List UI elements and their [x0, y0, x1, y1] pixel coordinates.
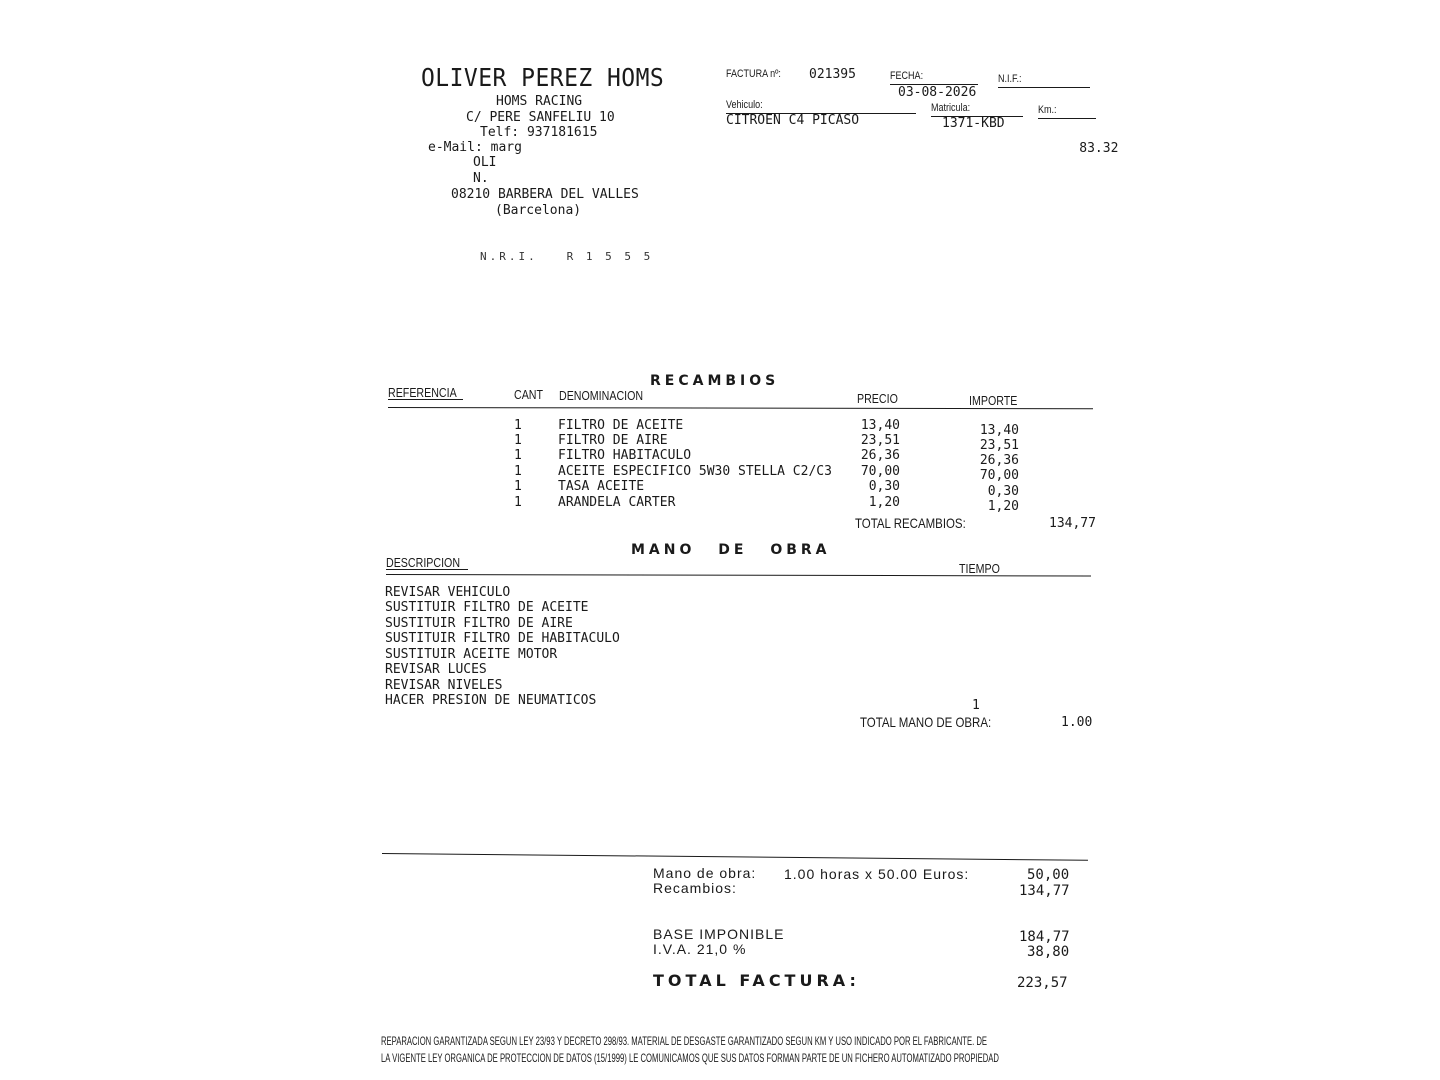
cut-off-line: N.R.I. R 1 5 5 5 [480, 250, 654, 263]
parts-row-amount: 23,51 [979, 438, 1019, 453]
parts-row-price: 0,30 [868, 479, 900, 494]
parts-row-qty: 1 [514, 418, 522, 433]
parts-row-qty: 1 [514, 448, 522, 463]
parts-row-name: FILTRO DE ACEITE [558, 418, 684, 433]
parts-header-underline-ref [388, 399, 463, 400]
company-line-partial-1: OLI [473, 155, 497, 170]
parts-row-qty: 1 [514, 433, 522, 448]
parts-row-amount: 70,00 [979, 468, 1019, 483]
parts-header-name: DENOMINACION [559, 388, 644, 403]
parts-header-rule [388, 407, 1093, 409]
labor-header-desc: DESCRIPCION [386, 555, 461, 570]
parts-row-qty: 1 [514, 479, 522, 494]
parts-row-price: 70,00 [860, 464, 900, 479]
labor-title-text: MANO DE OBRA [631, 542, 831, 558]
company-city: 08210 BARBERA DEL VALLES [451, 187, 639, 202]
labor-row-desc: SUSTITUIR FILTRO DE AIRE [385, 616, 573, 631]
company-phone: Telf: 937181615 [480, 125, 598, 140]
labor-row-desc: HACER PRESION DE NEUMATICOS [385, 693, 597, 708]
company-name: OLIVER PEREZ HOMS [421, 63, 665, 92]
parts-row-name: TASA ACEITE [558, 479, 645, 494]
footer-line-1: REPARACION GARANTIZADA SEGUN LEY 23/93 Y DECRETO 298/93. MATERIAL DE DESGASTE GARANTIZADO SEGUN KM Y USO INDICADO POR EL FABRICANTE. DE [381, 1034, 988, 1048]
parts-row-amount: 13,40 [979, 423, 1019, 438]
summary-parts-amount: 134,77 [1019, 883, 1070, 899]
summary-base-label: BASE IMPONIBLE [653, 926, 785, 942]
labor-row-desc: REVISAR NIVELES [385, 678, 503, 693]
labor-row-desc: SUSTITUIR FILTRO DE ACEITE [385, 600, 589, 615]
nif-label: N.I.F.: [998, 73, 1022, 85]
company-trade-name: HOMS RACING [496, 94, 583, 109]
summary-base-amount: 184,77 [1019, 929, 1070, 945]
date-label: FECHA: [890, 70, 924, 82]
summary-total-amount: 223,57 [1017, 975, 1068, 991]
invoice-number: 021395 [809, 67, 856, 82]
parts-row-amount: 1,20 [987, 499, 1019, 514]
summary-parts-label: Recambios: [653, 880, 737, 896]
parts-row-amount: 26,36 [979, 453, 1019, 468]
km-value-clip [1060, 118, 1119, 156]
labor-header-rule [386, 574, 1091, 576]
parts-header-ref: REFERENCIA [388, 385, 457, 400]
summary-labor-amount: 50,00 [1027, 867, 1070, 883]
company-address: C/ PERE SANFELIU 10 [466, 110, 615, 125]
parts-title: RECAMBIOS [650, 373, 780, 389]
parts-row-amount: 0,30 [987, 484, 1019, 499]
nif-underline [998, 87, 1090, 88]
labor-header-underline-desc [386, 569, 468, 570]
parts-total-label: TOTAL RECAMBIOS: [855, 515, 966, 531]
parts-total-value: 134,77 [1049, 516, 1096, 531]
labor-row-desc: REVISAR VEHICULO [385, 585, 511, 600]
company-email: e-Mail: marg [428, 140, 522, 155]
labor-row-time: 1 [972, 698, 980, 713]
parts-row-price: 13,40 [860, 418, 900, 433]
parts-header-amount: IMPORTE [969, 393, 1018, 408]
parts-row-price: 23,51 [860, 433, 900, 448]
labor-title [631, 542, 831, 558]
vehicle-value: CITROEN C4 PICASO [726, 113, 860, 128]
summary-labor-label: Mano de obra: [653, 865, 757, 881]
labor-row-desc: REVISAR LUCES [385, 662, 487, 677]
summary-vat-amount: 38,80 [1027, 944, 1070, 960]
km-value: 83.32 [1079, 141, 1119, 156]
company-province: (Barcelona) [495, 203, 582, 218]
parts-header-price: PRECIO [857, 391, 898, 406]
invoice-date: 03-08-2026 [898, 85, 977, 100]
parts-row-name: ACEITE ESPECIFICO 5W30 STELLA C2/C3 [558, 464, 832, 479]
parts-row-name: FILTRO HABITACULO [558, 448, 692, 463]
labor-row-desc: SUSTITUIR FILTRO DE HABITACULO [385, 631, 620, 646]
parts-header-qty: CANT [514, 387, 544, 402]
labor-row-desc: SUSTITUIR ACEITE MOTOR [385, 647, 558, 662]
summary-vat-label: I.V.A. 21,0 % [653, 941, 747, 957]
summary-rule [382, 853, 1088, 861]
parts-row-price: 26,36 [860, 448, 900, 463]
labor-header-time: TIEMPO [959, 561, 1000, 576]
plate-label: Matricula: [931, 102, 971, 114]
company-line-partial-2: N. [473, 171, 489, 186]
labor-total-label: TOTAL MANO DE OBRA: [860, 714, 992, 730]
plate-value: 1371-KBD [942, 116, 1005, 131]
labor-total-value: 1.00 [1061, 715, 1093, 730]
parts-row-qty: 1 [514, 495, 522, 510]
summary-labor-detail: 1.00 horas x 50.00 Euros: [784, 866, 970, 882]
vehicle-label: Vehiculo: [726, 99, 763, 111]
parts-row-name: ARANDELA CARTER [558, 495, 676, 510]
summary-total-label: TOTAL FACTURA: [653, 971, 860, 990]
footer-line-2: LA VIGENTE LEY ORGANICA DE PROTECCION DE DATOS (15/1999) LE COMUNICAMOS QUE SUS DATOS FORMAN PARTE DE UN FICHERO AUTOMATIZADO PROPIEDAD [381, 1051, 999, 1065]
parts-row-price: 1,20 [868, 495, 900, 510]
km-label: Km.: [1038, 104, 1057, 116]
invoice-number-label: FACTURA nº: [726, 68, 781, 80]
parts-row-name: FILTRO DE AIRE [558, 433, 668, 448]
parts-row-qty: 1 [514, 464, 522, 479]
